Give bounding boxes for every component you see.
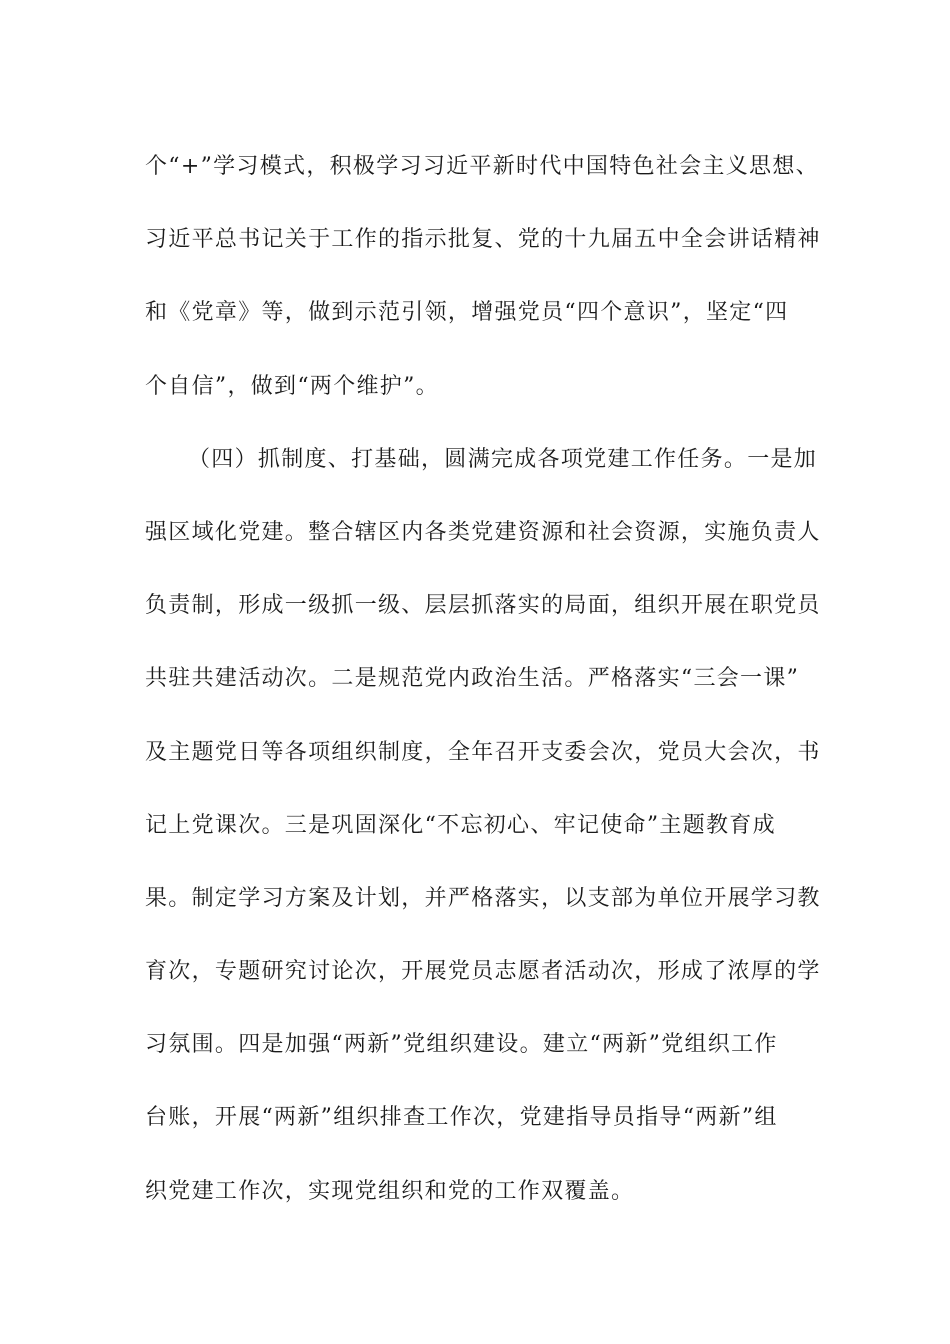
text-line: 台账，开展“两新”组织排查工作次，党建指导员指导“两新”组: [145, 1105, 778, 1131]
text-line: 果。制定学习方案及计划，并严格落实，以支部为单位开展学习教: [145, 885, 821, 911]
text-line: 育次，专题研究讨论次，开展党员志愿者活动次，形成了浓厚的学: [145, 959, 821, 985]
text-line: 习氛围。四是加强“两新”党组织建设。建立“两新”党组织工作: [145, 1032, 778, 1058]
text-line: 负责制，形成一级抓一级、层层抓落实的局面，组织开展在职党员: [145, 593, 821, 619]
text-line: 记上党课次。三是巩固深化“不忘初心、牢记使命”主题教育成: [145, 812, 776, 838]
text-line: 个自信”，做到“两个维护”。: [145, 373, 439, 399]
text-line: 及主题党日等各项组织制度，全年召开支委会次，党员大会次，书: [145, 739, 821, 765]
text-line: 共驻共建活动次。二是规范党内政治生活。严格落实“三会一课”: [145, 666, 800, 692]
body-text: [145, 130, 821, 1228]
text-line: 习近平总书记关于工作的指示批复、党的十九届五中全会讲话精神: [145, 227, 821, 253]
text-line: 和《党章》等，做到示范引领，增强党员“四个意识”，坚定“四: [145, 300, 789, 326]
text-line: 织党建工作次，实现党组织和党的工作双覆盖。: [145, 1178, 635, 1204]
paragraph-heading-line: （四）抓制度、打基础，圆满完成各项党建工作任务。一是加: [188, 446, 818, 472]
text-line: 强区域化党建。整合辖区内各类党建资源和社会资源，实施负责人: [145, 519, 821, 545]
text-line: 个“+”学习模式，积极学习习近平新时代中国特色社会主义思想、: [145, 154, 819, 179]
